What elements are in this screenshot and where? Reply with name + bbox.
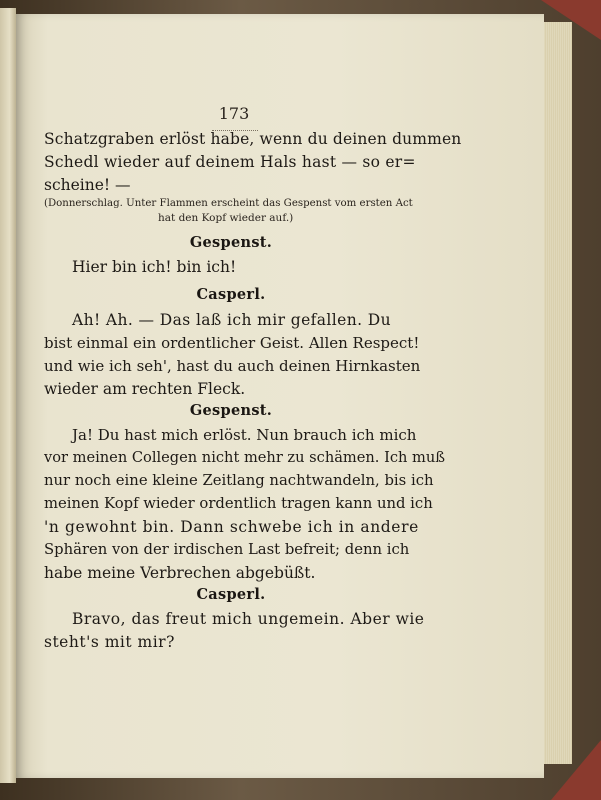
text-line: wieder am rechten Fleck. [44, 380, 246, 398]
text-line: scheine! — [44, 176, 131, 194]
speaker-name: Gespenst. [189, 234, 273, 251]
speaker-name: Casperl. [196, 586, 266, 603]
text-line: Hier bin ich! bin ich! [72, 258, 237, 276]
page-number: 173 [218, 104, 250, 123]
text-line: Schedl wieder auf deinem Hals hast — so er= [44, 153, 416, 171]
text-line: steht's mit mir? [44, 633, 175, 651]
text-line: habe meine Verbrechen abgebüßt. [44, 564, 316, 582]
text-line: vor meinen Collegen nicht mehr zu schämen. Ich muß [44, 449, 446, 466]
text-line: meinen Kopf wieder ordentlich tragen kann und ich [44, 495, 433, 512]
text-line: und wie ich seh', hast du auch deinen Hirnkasten [44, 357, 421, 375]
text-line: 'n gewohnt bin. Dann schwebe ich in andere [44, 518, 419, 536]
text-line: Ja! Du hast mich erlöst. Nun brauch ich mich [72, 426, 417, 444]
text-line: bist einmal ein ordentlicher Geist. Allen Respect! [44, 334, 420, 352]
page-stack-edge [544, 22, 572, 764]
speaker-name: Gespenst. [189, 402, 273, 419]
text-line: Schatzgraben erlöst habe, wenn du deinen dummen [44, 130, 462, 148]
stage-direction-line: hat den Kopf wieder auf.) [158, 212, 294, 224]
text-line: Ah! Ah. — Das laß ich mir gefallen. Du [72, 311, 391, 329]
left-page-edge [0, 8, 16, 783]
stage-direction-line: (Donnerschlag. Unter Flammen erscheint das Gespenst vom ersten Act [44, 198, 413, 209]
text-line: nur noch eine kleine Zeitlang nachtwandeln, bis ich [44, 472, 434, 489]
text-line: Bravo, das freut mich ungemein. Aber wie [72, 610, 425, 628]
speaker-name: Casperl. [196, 286, 266, 303]
book-page [16, 14, 544, 778]
text-line: Sphären von der irdischen Last befreit; denn ich [44, 541, 410, 558]
